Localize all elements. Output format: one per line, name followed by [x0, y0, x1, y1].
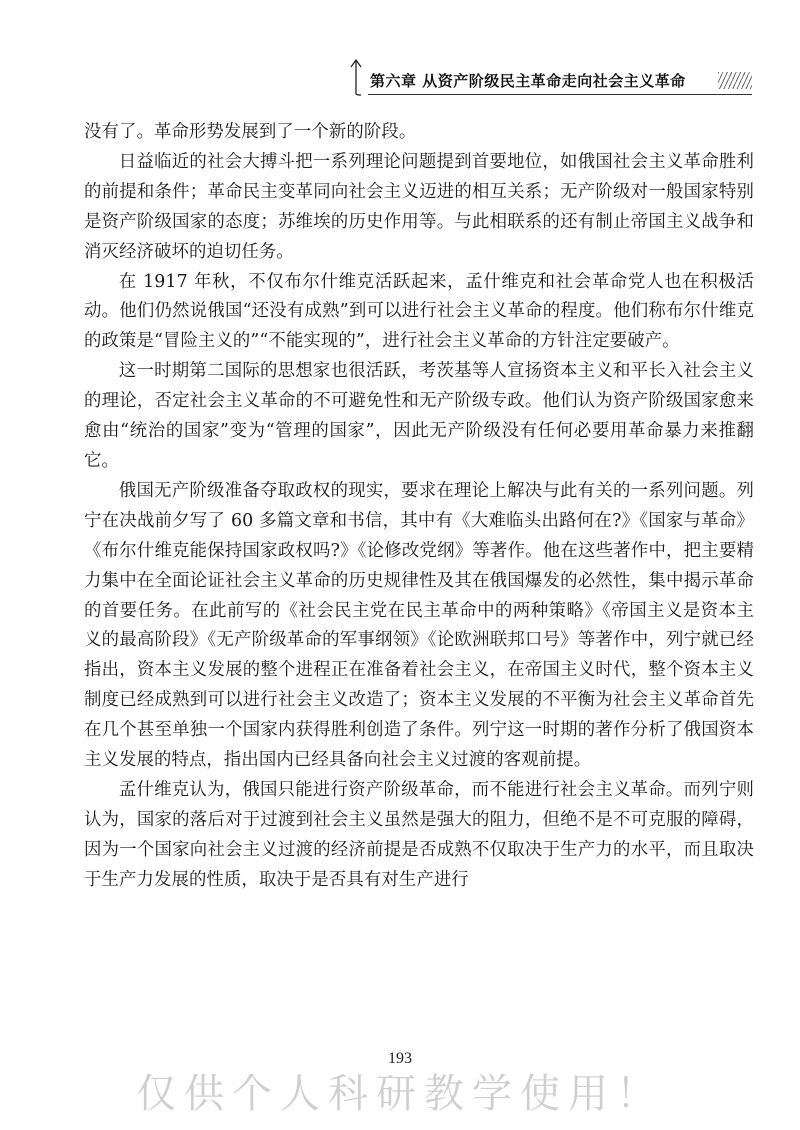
up-arrow-icon	[349, 58, 363, 96]
paragraph: 孟什维克认为，俄国只能进行资产阶级革命，而不能进行社会主义革命。而列宁则认为，国家的落后对于过渡到社会主义虽然是强大的阻力，但绝不是不可克服的障碍，因为一个国家向社会主义过渡的经济前提是否成熟不仅取决于生产力的水平，而且取决于生产力发展的性质，取决于是否具有对生产进行	[84, 779, 754, 890]
header-hatch-decoration	[718, 72, 752, 89]
header-rule	[368, 94, 752, 95]
paragraph: 没有了。革命形势发展到了一个新的阶段。	[84, 122, 417, 142]
chapter-title: 第六章 从资产阶级民主革命走向社会主义革命	[370, 72, 686, 90]
paragraph: 在 1917 年秋，不仅布尔什维克活跃起来，孟什维克和社会革命党人也在积极活动。他们仍然说俄国“还没有成熟”到可以进行社会主义革命的程度。他们称布尔什维克的政策是“冒险主义的”“不能实现的”，进行社会主义革命的方针注定要破产。	[84, 271, 754, 352]
running-header	[340, 58, 752, 98]
paragraph: 俄国无产阶级准备夺取政权的现实，要求在理论上解决与此有关的一系列问题。列宁在决战前夕写了 60 多篇文章和书信，其中有《大难临头出路何在?》《国家与革命》《布尔什维克能保持国家政权吗?》《论修改党纲》等著作。他在这些著作中，把主要精力集中在全面论证社会主义革命的历史规律性及其在俄国爆发的必然性，集中揭示革命的首要任务。在此前写的《社会民主党在民主革命中的两种策略》《帝国主义是资本主义的最高阶段》《无产阶级革命的军事纲领》《论欧洲联邦口号》等著作中，列宁就已经指出，资本主义发展的整个进程正在准备着社会主义，在帝国主义时代，整个资本主义制度已经成熟到可以进行社会主义改造了；资本主义发展的不平衡为社会主义革命首先在几个甚至单独一个国家内获得胜利创造了条件。列宁这一时期的著作分析了俄国资本主义发展的特点，指出国内已经具备向社会主义过渡的客观前提。	[84, 480, 754, 771]
paragraph: 日益临近的社会大搏斗把一系列理论问题提到首要地位，如俄国社会主义革命胜利的前提和条件；革命民主变革同向社会主义迈进的相互关系；无产阶级对一般国家特别是资产阶级国家的态度；苏维埃的历史作用等。与此相联系的还有制止帝国主义战争和消灭经济破坏的迫切任务。	[84, 151, 754, 262]
body-text	[84, 118, 754, 896]
page-number: 193	[388, 1050, 412, 1067]
paragraph: 这一时期第二国际的思想家也很活跃，考茨基等人宣扬资本主义和平长入社会主义的理论，否定社会主义革命的不可避免性和无产阶级专政。他们认为资产阶级国家愈来愈由“统治的国家”变为“管理的国家”，因此无产阶级没有任何必要用革命暴力来推翻它。	[84, 361, 754, 471]
watermark: 仅供个人科研教学使用！	[136, 1071, 664, 1117]
